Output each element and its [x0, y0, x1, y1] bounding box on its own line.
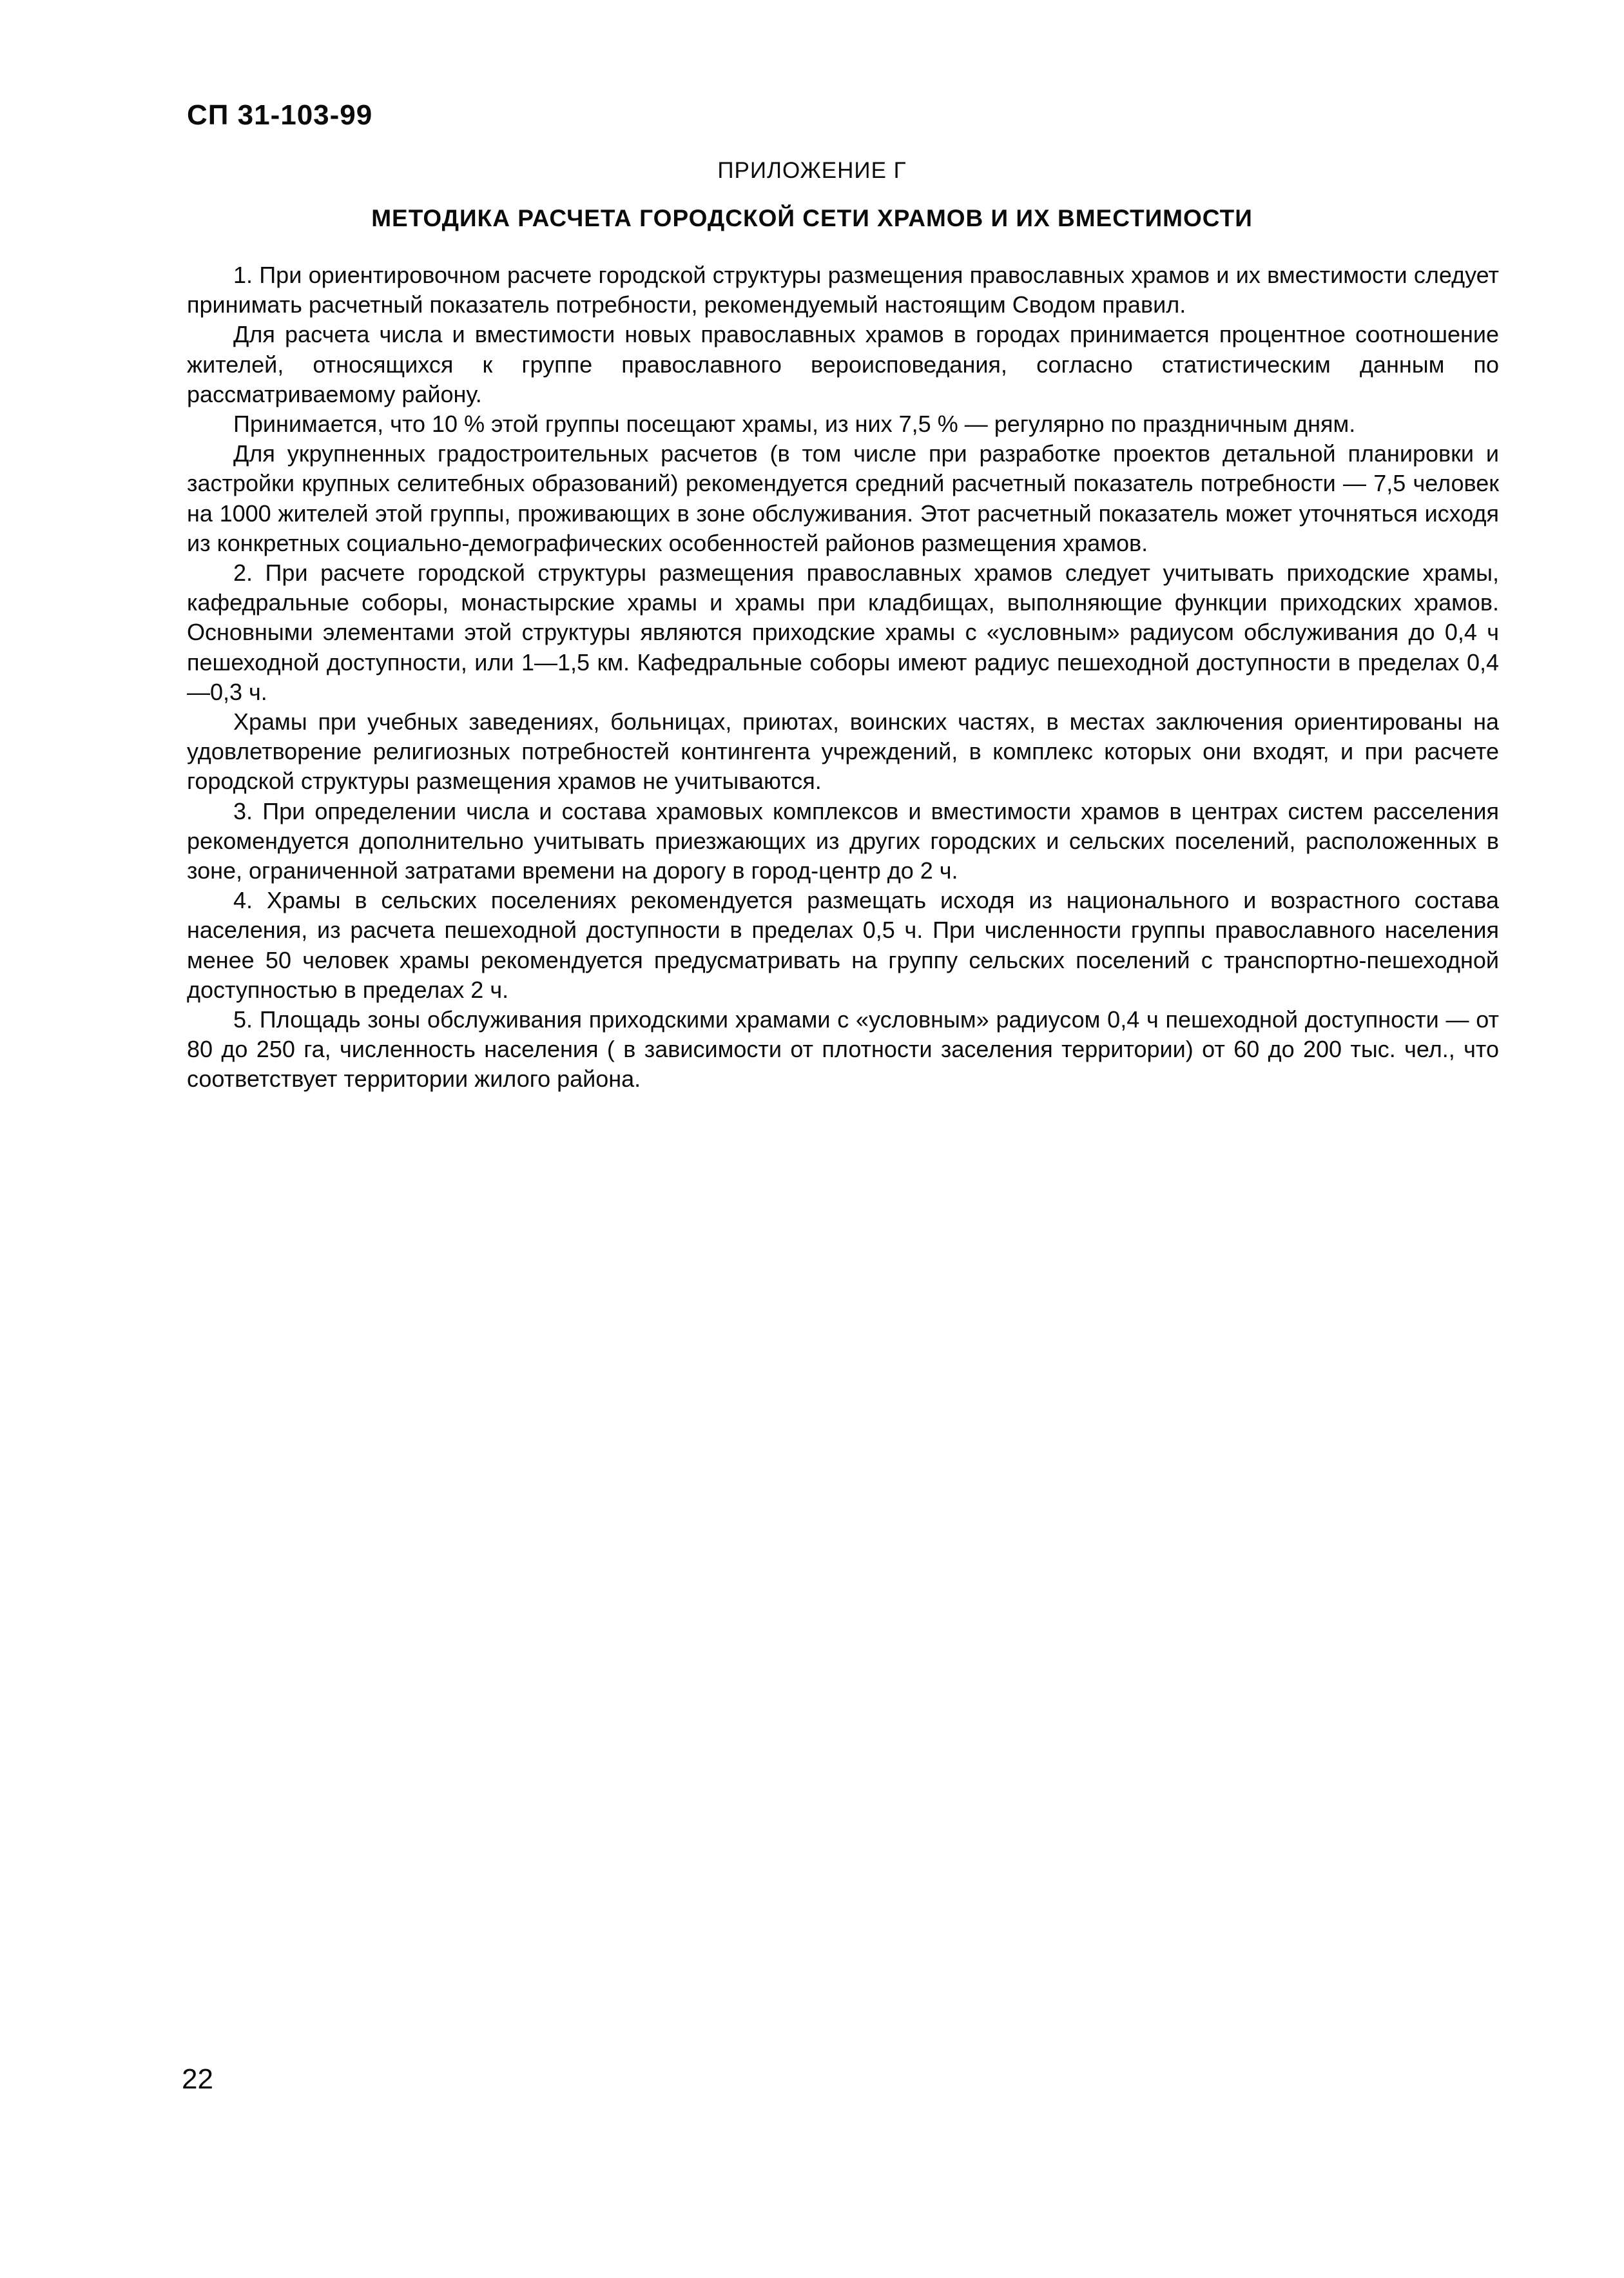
paragraph-4: Для укрупненных градостроительных расчетов (в том числе при разработке проектов детальной планировки и застройки крупных селитебных образований) рекомендуется средний расчетный показатель потребности — 7,5 человек на 1000 жителей этой группы, проживающих в зоне обслуживания. Этот расчетный показатель может уточняться исходя из конкретных социально-демографических особенностей районов размещения храмов.: [187, 440, 1499, 556]
body-text: [187, 260, 1499, 1095]
document-code: СП 31-103-99: [187, 99, 373, 131]
paragraph-6: Храмы при учебных заведениях, больницах, приютах, воинских частях, в местах заключения ориентированы на удовлетворение религиозных потребностей контингента учреждений, в комплекс которых они входят, и при расчете городской структуры размещения храмов не учитываются.: [187, 708, 1499, 795]
paragraph-9: 5. Площадь зоны обслуживания приходскими храмами с «условным» радиусом 0,4 ч пешеходной доступности — от 80 до 250 га, численность населения ( в зависимости от плотности заселения территории) от 60 до 200 тыс. чел., что соответствует территории жилого района.: [187, 1006, 1499, 1093]
appendix-label: ПРИЛОЖЕНИЕ Г: [717, 158, 907, 183]
paragraph-7: 3. При определении числа и состава храмовых комплексов и вместимости храмов в центрах систем расселения рекомендуется дополнительно учитывать приезжающих из других городских и сельских поселений, расположенных в зоне, ограниченной затратами времени на дорогу в город-центр до 2 ч.: [187, 797, 1499, 884]
paragraph-8: 4. Храмы в сельских поселениях рекомендуется размещать исходя из национального и возрастного состава населения, из расчета пешеходной доступности в пределах 0,5 ч. При численности группы православного населения менее 50 человек храмы рекомендуется предусматривать на группу сельских поселений с транспортно-пешеходной доступностью в пределах 2 ч.: [187, 887, 1499, 1003]
paragraph-3: Принимается, что 10 % этой группы посещают храмы, из них 7,5 % — регулярно по праздничным дням.: [233, 411, 1356, 438]
page-title: МЕТОДИКА РАСЧЕТА ГОРОДСКОЙ СЕТИ ХРАМОВ И ИХ ВМЕСТИМОСТИ: [371, 205, 1253, 231]
paragraph-2: Для расчета числа и вместимости новых православных храмов в городах принимается процентное соотношение жителей, относящихся к группе православного вероисповедания, согласно статистическим данным по рассматриваемому району.: [187, 321, 1499, 407]
paragraph-5: 2. При расчете городской структуры размещения православных храмов следует учитывать приходские храмы, кафедральные соборы, монастырские храмы и храмы при кладбищах, выполняющие функции приходских храмов. Основными элементами этой структуры являются приходские храмы с «условным» радиусом обслуживания до 0,4 ч пешеходной доступности, или 1—1,5 км. Кафедральные соборы имеют радиус пешеходной доступности в пределах 0,4—0,3 ч.: [187, 560, 1499, 705]
paragraph-1: 1. При ориентировочном расчете городской структуры размещения православных храмов и их вместимости следует принимать расчетный показатель потребности, рекомендуемый настоящим Сводом правил.: [187, 262, 1499, 318]
page-number: 22: [182, 2063, 213, 2095]
